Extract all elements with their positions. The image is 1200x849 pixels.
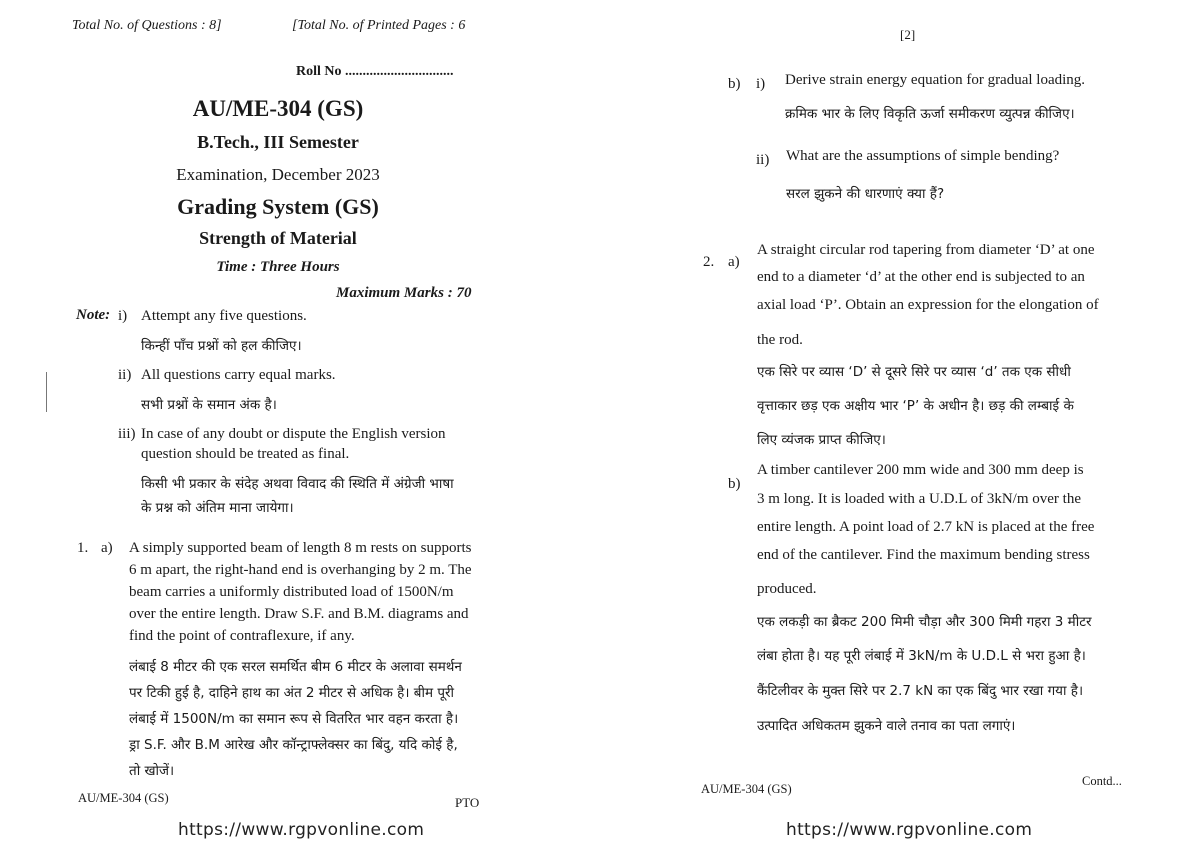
page-number: [2] xyxy=(900,27,916,42)
paper-code: AU/ME-304 (GS) xyxy=(192,96,364,121)
q2b-en-line-3: entire length. A point load of 2.7 kN is placed at the free xyxy=(757,519,1095,535)
time-allowed: Time : Three Hours xyxy=(216,259,340,275)
footer-code: AU/ME-304 (GS) xyxy=(78,791,169,805)
q2b-en-line-5: produced. xyxy=(757,581,817,597)
q1a-en-line-4: over the entire length. Draw S.F. and B.M. diagrams and xyxy=(129,606,469,622)
q2b-hi-line-1: एक लकड़ी का ब्रैकट 200 मिमी चौड़ा और 300 मिमी गहरा 3 मीटर xyxy=(757,614,1092,630)
q2a-en-line-3: axial load ‘P’. Obtain an expression for the elongation of xyxy=(757,297,1099,313)
q2a-part: a) xyxy=(728,254,740,270)
note-3-en-line-1: In case of any doubt or dispute the English version xyxy=(141,426,446,442)
q2b-hi-line-2: लंबा होता है। यह पूरी लंबाई में 3kN/m के U.D.L से भरा हुआ है। xyxy=(757,648,1086,664)
note-1-number: i) xyxy=(118,308,128,324)
q2b-hi-line-4: उत्पादित अधिकतम झुकने वाले तनाव का पता लगाएं। xyxy=(757,718,1016,734)
q2a-en-line-1: A straight circular rod tapering from diameter ‘D’ at one xyxy=(757,242,1095,258)
maximum-marks: Maximum Marks : 70 xyxy=(336,285,472,301)
q1a-en-line-2: 6 m apart, the right-hand end is overhanging by 2 m. The xyxy=(129,562,472,578)
q2a-hi-line-1: एक सिरे पर व्यास ‘D’ से दूसरे सिरे पर व्यास ‘d’ तक एक सीधी xyxy=(757,364,1071,380)
q2b-part: b) xyxy=(728,476,741,492)
q1b-i-hi: क्रमिक भार के लिए विकृति ऊर्जा समीकरण व्युत्पन्न कीजिए। xyxy=(785,106,1075,122)
subject-title: Strength of Material xyxy=(199,228,357,248)
q1a-en-line-3: beam carries a uniformly distributed load of 1500N/m xyxy=(129,584,454,600)
q1a-hi-line-1: लंबाई 8 मीटर की एक सरल समर्थित बीम 6 मीटर के अलावा समर्थन xyxy=(129,659,462,675)
note-3-hi-line-2: के प्रश्न को अंतिम माना जायेगा। xyxy=(141,500,294,516)
roll-no-text: Roll No ............................... xyxy=(296,64,454,79)
q2b-en-line-2: 3 m long. It is loaded with a U.D.L of 3kN/m over the xyxy=(757,491,1081,507)
note-1-en: Attempt any five questions. xyxy=(141,308,307,324)
note-3-en-line-2: question should be treated as final. xyxy=(141,446,350,462)
q2-number: 2. xyxy=(703,254,715,270)
q2a-en-line-4: the rod. xyxy=(757,332,803,348)
q1b-i-number: i) xyxy=(756,76,766,92)
exam-title: Examination, December 2023 xyxy=(176,165,380,184)
q1-number: 1. xyxy=(77,540,89,556)
note-1-hi: किन्हीं पाँच प्रश्नों को हल कीजिए। xyxy=(141,338,302,354)
note-2-en: All questions carry equal marks. xyxy=(141,367,336,383)
note-label: Note: xyxy=(76,307,111,323)
q2b-hi-line-3: कैंटिलीवर के मुक्त सिरे पर 2.7 kN का एक बिंदु भार रखा गया है। xyxy=(757,683,1084,699)
footer-contd: Contd... xyxy=(1082,774,1122,788)
q2b-en-line-1: A timber cantilever 200 mm wide and 300 mm deep is xyxy=(757,462,1084,478)
q1a-en-line-5: find the point of contraflexure, if any. xyxy=(129,628,355,644)
q2a-hi-line-3: लिए व्यंजक प्राप्त कीजिए। xyxy=(757,432,886,448)
q1a-en-line-1: A simply supported beam of length 8 m rests on supports xyxy=(129,540,472,556)
footer-url[interactable]: https://www.rgpvonline.com xyxy=(178,820,425,840)
q1a-hi-line-4: ड्रा S.F. और B.M आरेख और कॉन्ट्राफ्लेक्सर का बिंदु, यदि कोई है, xyxy=(129,737,458,753)
page-right xyxy=(600,0,1200,849)
margin-mark xyxy=(46,372,47,412)
note-3-number: iii) xyxy=(118,426,136,442)
q2b-en-line-4: end of the cantilever. Find the maximum bending stress xyxy=(757,547,1090,563)
note-2-number: ii) xyxy=(118,367,132,383)
q2a-en-line-2: end to a diameter ‘d’ at the other end is subjected to an xyxy=(757,269,1085,285)
q1b-ii-en: What are the assumptions of simple bending? xyxy=(786,148,1060,164)
note-2-hi: सभी प्रश्नों के समान अंक है। xyxy=(141,397,277,413)
footer-pto: PTO xyxy=(455,795,480,810)
q1b-i-en: Derive strain energy equation for gradual loading. xyxy=(785,72,1086,88)
footer-url[interactable]: https://www.rgpvonline.com xyxy=(786,820,1033,840)
q1a-hi-line-2: पर टिकी हुई है, दाहिने हाथ का अंत 2 मीटर से अधिक है। बीम पूरी xyxy=(129,685,455,701)
grading-system: Grading System (GS) xyxy=(177,194,379,219)
q1b-ii-hi: सरल झुकने की धारणाएं क्या हैं? xyxy=(786,186,945,202)
q1b-ii-number: ii) xyxy=(756,152,770,168)
note-3-hi-line-1: किसी भी प्रकार के संदेह अथवा विवाद की स्थिति में अंग्रेजी भाषा xyxy=(141,476,454,492)
q1a-hi-line-5: तो खोजें। xyxy=(129,763,175,779)
footer-code: AU/ME-304 (GS) xyxy=(701,782,792,796)
total-questions: Total No. of Questions : 8] xyxy=(72,18,222,33)
q2a-hi-line-2: वृत्ताकार छड़ एक अक्षीय भार ‘P’ के अधीन है। छड़ की लम्बाई के xyxy=(757,398,1074,414)
q1a-hi-line-3: लंबाई में 1500N/m का समान रूप से वितरित भार वहन करता है। xyxy=(129,711,459,727)
q1a-part: a) xyxy=(101,540,113,556)
total-pages: [Total No. of Printed Pages : 6 xyxy=(292,18,466,33)
q1b-part: b) xyxy=(728,76,741,92)
roll-no xyxy=(296,64,454,80)
course-title: B.Tech., III Semester xyxy=(197,132,359,152)
